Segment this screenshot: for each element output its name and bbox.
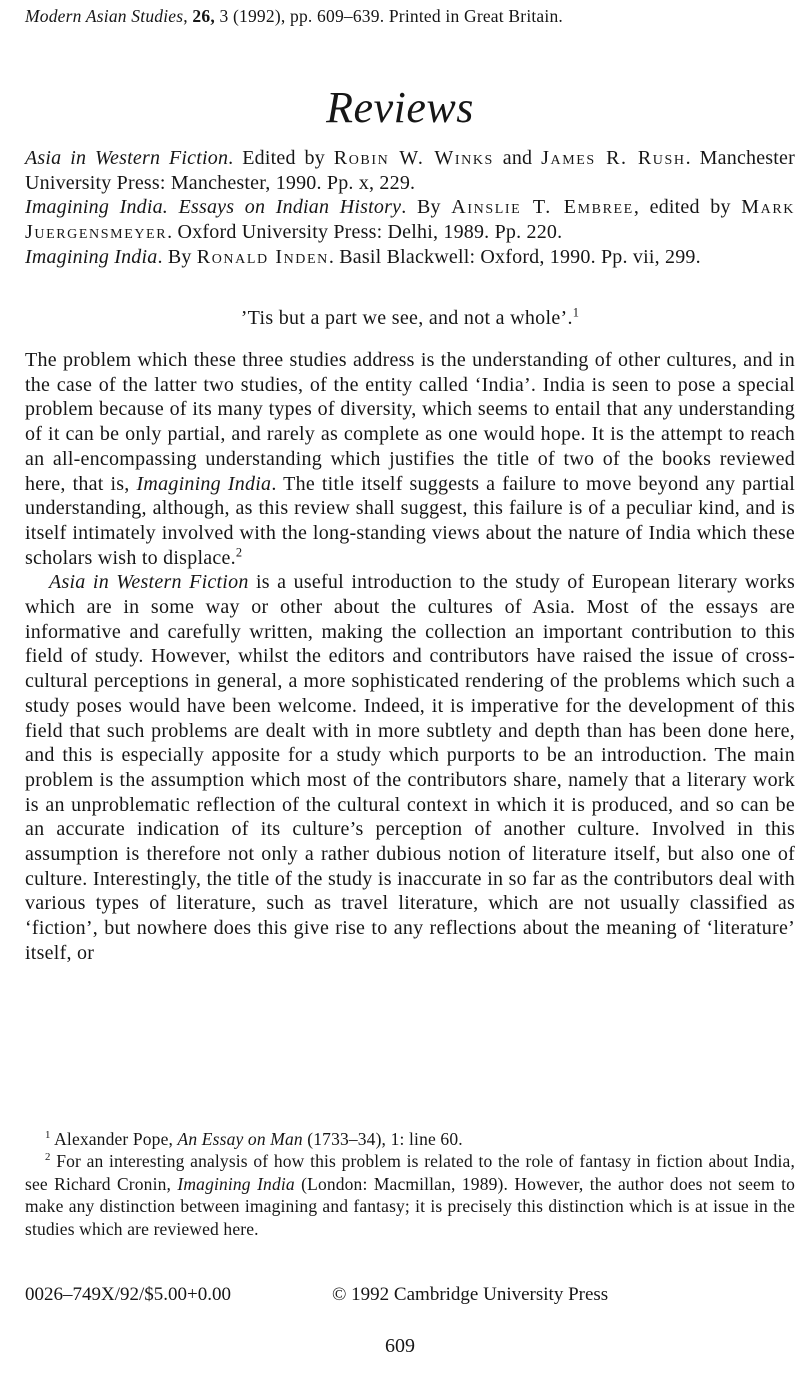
book-citation-2: Imagining India. Essays on Indian History. By Ainslie T. Embree, edited by Mark Juergensmeyer. Oxford University Press: Delhi, 1989. Pp. 220. xyxy=(25,196,795,244)
book-citation-list xyxy=(25,146,795,270)
epigraph-quote: ’Tis but a part we see, and not a whole’.$^1$ xyxy=(240,305,580,329)
review-paragraph-1: The problem which these three studies address is the understanding of other cultures, and in the case of the latter two studies, of the entity called ‘India’. India is seen to pose a special problem because of its many types of diversity, which seems to entail that any understanding of it can be only partial, and rarely as complete as one would hope. It is the attempt to reach an all-encompassing understanding which justifies the title of two of the books reviewed here, that is, Imagining India. The title itself suggests a failure to move beyond any partial understanding, although, as this review shall suggest, this failure is of a peculiar kind, and is itself intimately involved with the long-standing views about the nature of India which these scholars wish to displace.$^2$ xyxy=(25,349,795,569)
review-body xyxy=(25,348,795,966)
footnote-2: $^2$ For an interesting analysis of how this problem is related to the role of fantasy in fiction about India, see Richard Cronin, Imagining India (London: Macmillan, 1989). However, the author does not seem to make any distinction between imagining and fantasy; it is precisely this distinction which is at issue in the studies which are reviewed here. xyxy=(25,1151,796,1239)
footnote-1: $^1$ Alexander Pope, An Essay on Man (1733–34), 1: line 60. xyxy=(45,1129,463,1149)
footnotes-section xyxy=(25,1128,795,1240)
page-number: 609 xyxy=(385,1335,415,1357)
review-paragraph-2: Asia in Western Fiction is a useful introduction to the study of European literary works which are in some way or other about the cultures of Asia. Most of the essays are informative and carefully written, making the collection an important contribution to this field of study. However, whilst the editors and contributors have raised the issue of cross-cultural perceptions in general, a more sophisticated rendering of the problems which such a study poses would have been welcome. Indeed, it is imperative for the development of this field that such problems are dealt with in more subtlety and depth than has been done here, and this is especially apposite for a study which purports to be an introduction. The main problem is the assumption which most of the contributors share, namely that a literary work is an unproblematic reflection of the cultural context in which it is produced, and so can be an accurate indication of its culture’s perception of another culture. Involved in this assumption is therefore not only a rather dubious notion of literature itself, but also one of culture. Interestingly, the title of the study is inaccurate in so far as the contributors deal with various types of literature, such as travel literature, which are not usually classified as ‘fiction’, but nowhere does this give rise to any reflections about the meaning of ‘literature’ itself, or xyxy=(25,571,795,964)
book-citation-3: Imagining India. By Ronald Inden. Basil Blackwell: Oxford, 1990. Pp. vii, 299. xyxy=(25,245,701,268)
page-title: Reviews xyxy=(326,83,474,132)
copyright-notice: © 1992 Cambridge University Press xyxy=(332,1284,609,1305)
book-citation-1: Asia in Western Fiction. Edited by Robin W. Winks and James R. Rush. Manchester University Press: Manchester, 1990. Pp. x, 229. xyxy=(25,147,795,194)
issn-code: 0026–749X/92/$5.00+0.00 xyxy=(25,1284,231,1305)
journal-citation-line: Modern Asian Studies, 26, 3 (1992), pp. 609–639. Printed in Great Britain. xyxy=(25,6,563,26)
